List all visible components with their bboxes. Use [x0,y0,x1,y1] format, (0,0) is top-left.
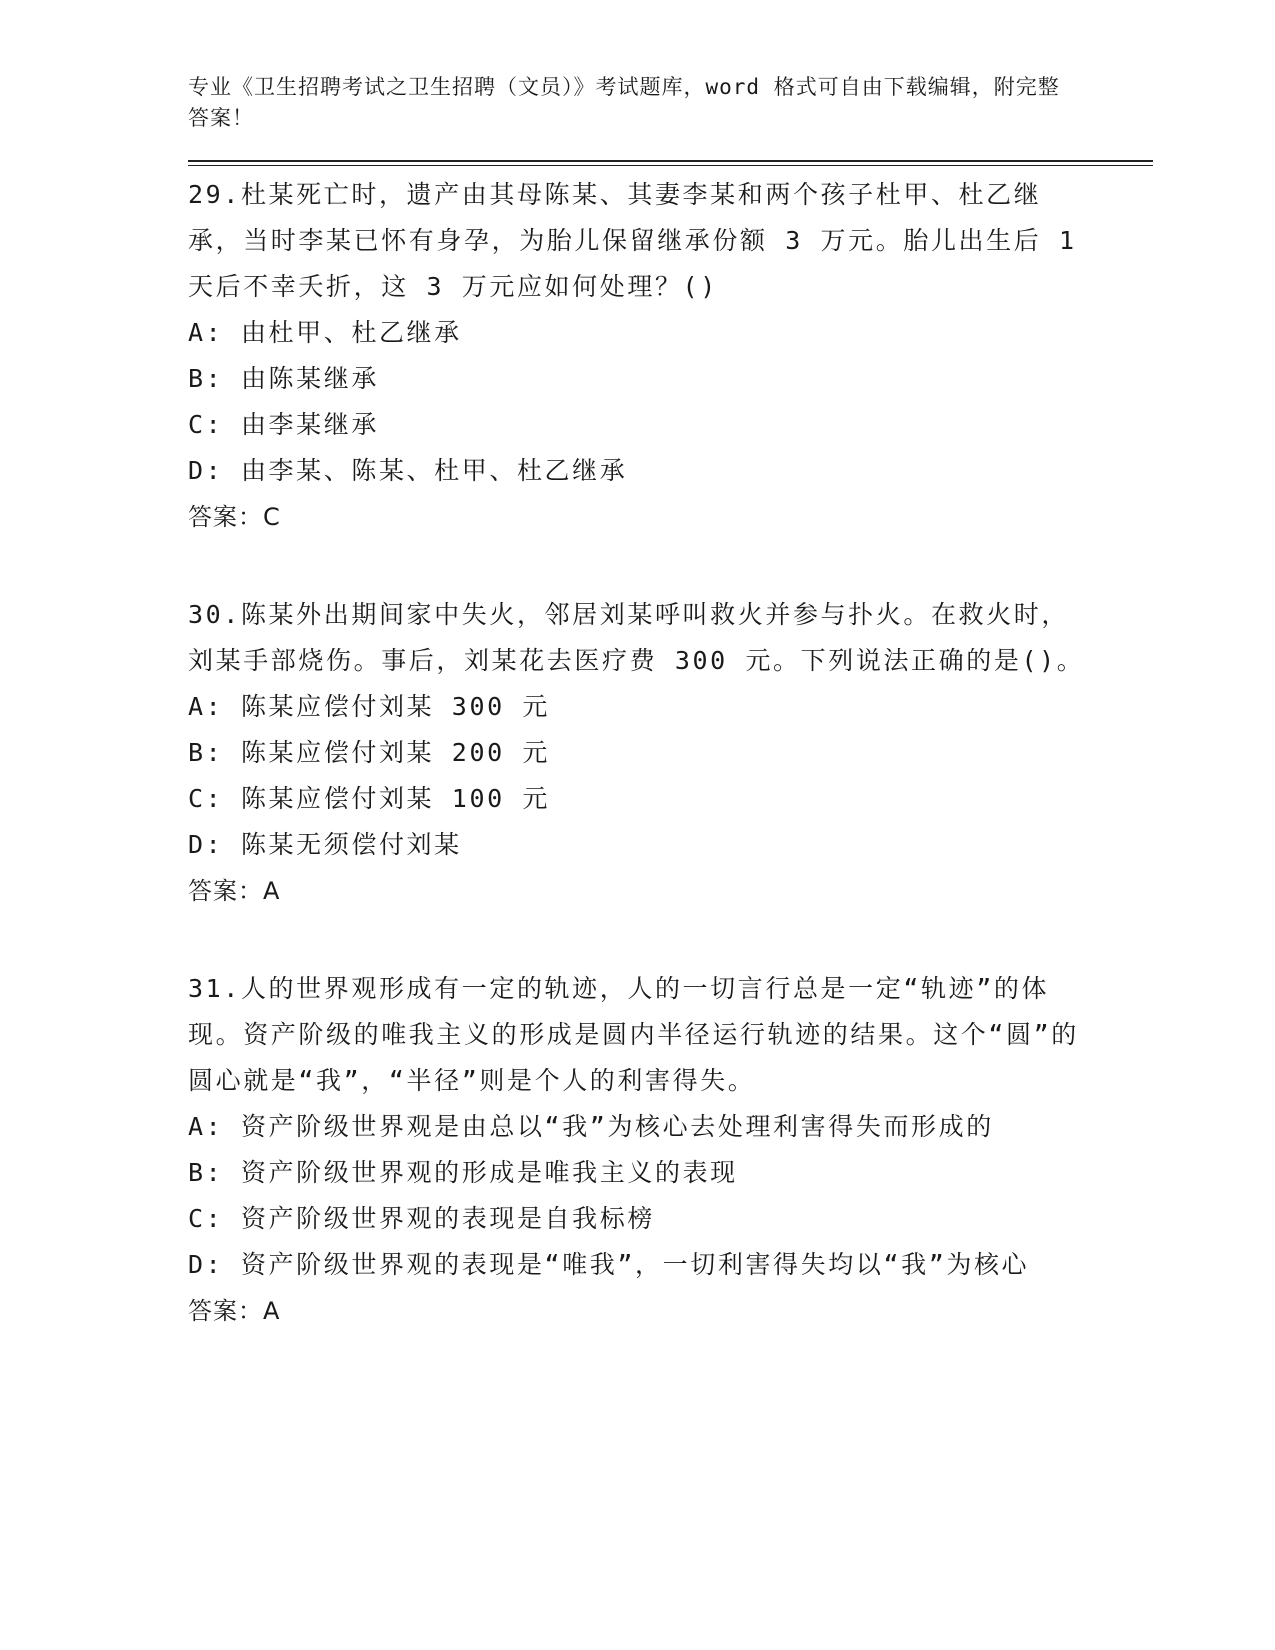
answer-label: 答案：A [188,1297,281,1325]
option-c: C: 陈某应偿付刘某 100 元 [188,784,551,813]
document-header: 专业《卫生招聘考试之卫生招聘（文员）》考试题库，word 格式可自由下载编辑，附完整答案！ [188,75,1060,130]
question-text: 31.人的世界观形成有一定的轨迹，人的一切言行总是一定“轨迹”的体现。资产阶级的唯我主义的形成是圆内半径运行轨迹的结果。这个“圆”的圆心就是“我”，“半径”则是个人的利害得失。 [188,974,1079,1095]
answer-label: 答案：C [188,503,281,531]
option-a: A: 由杜甲、杜乙继承 [188,318,462,347]
header-divider [188,160,1153,166]
option-d: D: 资产阶级世界观的表现是“唯我”，一切利害得失均以“我”为核心 [188,1250,1030,1279]
option-b: B: 资产阶级世界观的形成是唯我主义的表现 [188,1158,738,1187]
option-c: C: 由李某继承 [188,410,379,439]
question-text: 30.陈某外出期间家中失火，邻居刘某呼叫救火并参与扑火。在救火时，刘某手部烧伤。事后，刘某花去医疗费 300 元。下列说法正确的是()。 [188,600,1085,675]
option-b: B: 陈某应偿付刘某 200 元 [188,738,551,767]
question-31 [188,966,1153,1334]
option-a: A: 陈某应偿付刘某 300 元 [188,692,551,721]
option-b: B: 由陈某继承 [188,364,379,393]
option-d: D: 由李某、陈某、杜甲、杜乙继承 [188,456,628,485]
option-c: C: 资产阶级世界观的表现是自我标榜 [188,1204,655,1233]
document-page [188,72,1153,1334]
question-29 [188,172,1153,540]
question-text: 29.杜某死亡时，遗产由其母陈某、其妻李某和两个孩子杜甲、杜乙继承，当时李某已怀有身孕，为胎儿保留继承份额 3 万元。胎儿出生后 1 天后不幸夭折，这 3 万元应如何处理？() [188,180,1095,301]
option-d: D: 陈某无须偿付刘某 [188,830,462,859]
answer-label: 答案：A [188,877,281,905]
option-a: A: 资产阶级世界观是由总以“我”为核心去处理利害得失而形成的 [188,1112,994,1141]
question-30 [188,592,1153,914]
